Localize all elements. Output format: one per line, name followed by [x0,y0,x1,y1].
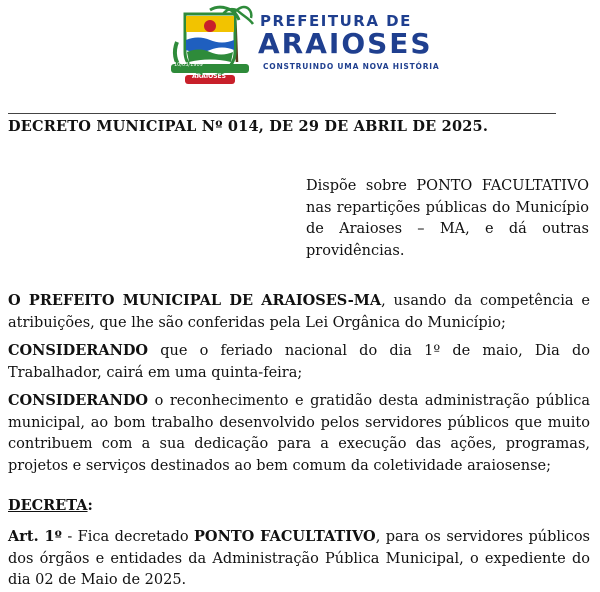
article-1-bold: PONTO FACULTATIVO [194,528,376,545]
decree-summary: Dispõe sobre PONTO FACULTATIVO nas repartições públicas do Município de Araioses – MA, e dá outras providências. [306,178,589,259]
brand-slogan: CONSTRUINDO UMA NOVA HISTÓRIA [263,62,440,71]
preamble-bold: O PREFEITO MUNICIPAL DE ARAIOSES-MA [8,292,382,309]
decree-title: DECRETO MUNICIPAL Nº 014, DE 29 DE ABRIL DE 2025. [8,118,489,135]
article-1-text-a: - Fica decretado [61,529,195,545]
considerando-paragraph-2 [8,390,590,477]
considerando-label-2: CONSIDERANDO [8,392,149,409]
brand-main-text: ARAIOSES [258,27,433,60]
decreta-label: DECRETA [8,497,88,514]
considerando-text-2: o reconhecimento e gratidão desta administração pública municipal, ao bom trabalho desenvolvido pelos servidores públicos que muito contribuem com a sua dedicação para a execução das ações, programas, projetos e serviços destinados ao bem comum da coletividade araiosense; [8,393,590,474]
considerando-text-1: que o feriado nacional do dia 1º de maio, Dia do Trabalhador, cairá em uma quinta-feira; [8,343,590,381]
considerando-paragraph-1 [8,340,590,384]
decreta-heading [8,495,590,518]
considerando-label-1: CONSIDERANDO [8,342,149,359]
article-1-label: Art. 1º [8,528,62,545]
article-1-text-b: , para os servidores públicos dos órgãos e entidades da Administração Pública Municipal, o expediente do dia 02 de Maio de 2025. [8,529,590,588]
letterhead [0,0,600,95]
brand-top-text: PREFEITURA DE [260,12,412,30]
crest-name: ARAIOSES [192,73,226,80]
article-1-paragraph [8,526,590,592]
preamble-paragraph [8,290,590,334]
header-divider [8,113,556,114]
decreta-colon: : [87,497,93,514]
crest-date: 10/03/1909 [174,62,203,68]
preamble-text: , usando da competência e atribuições, que lhe são conferidas pela Lei Orgânica do Município; [8,293,590,331]
